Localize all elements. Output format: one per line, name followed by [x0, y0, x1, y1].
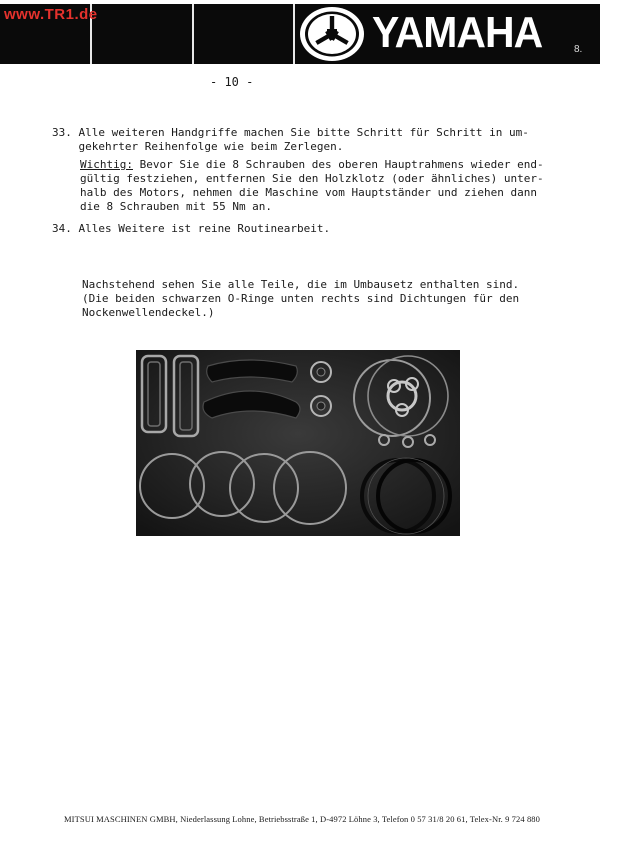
warning-line-1-text: Bevor Sie die 8 Schrauben des oberen Hauptrahmens wieder end-: [132, 158, 544, 171]
warning-line-1: [80, 158, 544, 172]
company-footer: MITSUI MASCHINEN GMBH, Niederlassung Lohne, Betriebsstraße 1, D-4972 Löhne 3, Telefon 0 57 31/8 20 61, Telex-Nr. 9 724 880: [64, 814, 541, 824]
warning-line-2: gültig festziehen, entfernen Sie den Holzklotz (oder ähnliches) unter-: [80, 172, 544, 185]
parts-note-line-2: (Die beiden schwarzen O-Ringe unten rechts sind Dichtungen für den: [82, 292, 520, 305]
step-34: 34. Alles Weitere ist reine Routinearbeit.: [52, 222, 331, 235]
page-number: - 10 -: [210, 75, 254, 89]
header-divider: [293, 4, 295, 64]
step-33-line-2: gekehrter Reihenfolge wie beim Zerlegen.: [52, 140, 344, 153]
header-divider: [192, 4, 194, 64]
warning-line-4: die 8 Schrauben mit 55 Nm an.: [80, 200, 273, 213]
step-33-line-1: 33. Alle weiteren Handgriffe machen Sie bitte Schritt für Schritt in um-: [52, 126, 529, 139]
brand-name: YAMAHA: [372, 8, 543, 57]
parts-note-line-3: Nockenwellendeckel.): [82, 306, 215, 319]
parts-note-line-1: Nachstehend sehen Sie alle Teile, die im Umbausetz enthalten sind.: [82, 278, 520, 291]
warning-label: Wichtig:: [80, 158, 133, 171]
gasket-and-o-ring-kit-photo: [136, 350, 460, 536]
website-watermark: www.TR1.de: [4, 6, 98, 23]
corner-mark: 8.: [574, 44, 583, 55]
warning-line-3: halb des Motors, nehmen die Maschine vom Hauptständer und ziehen dann: [80, 186, 537, 199]
yamaha-tuning-fork-emblem-icon: [297, 5, 367, 63]
